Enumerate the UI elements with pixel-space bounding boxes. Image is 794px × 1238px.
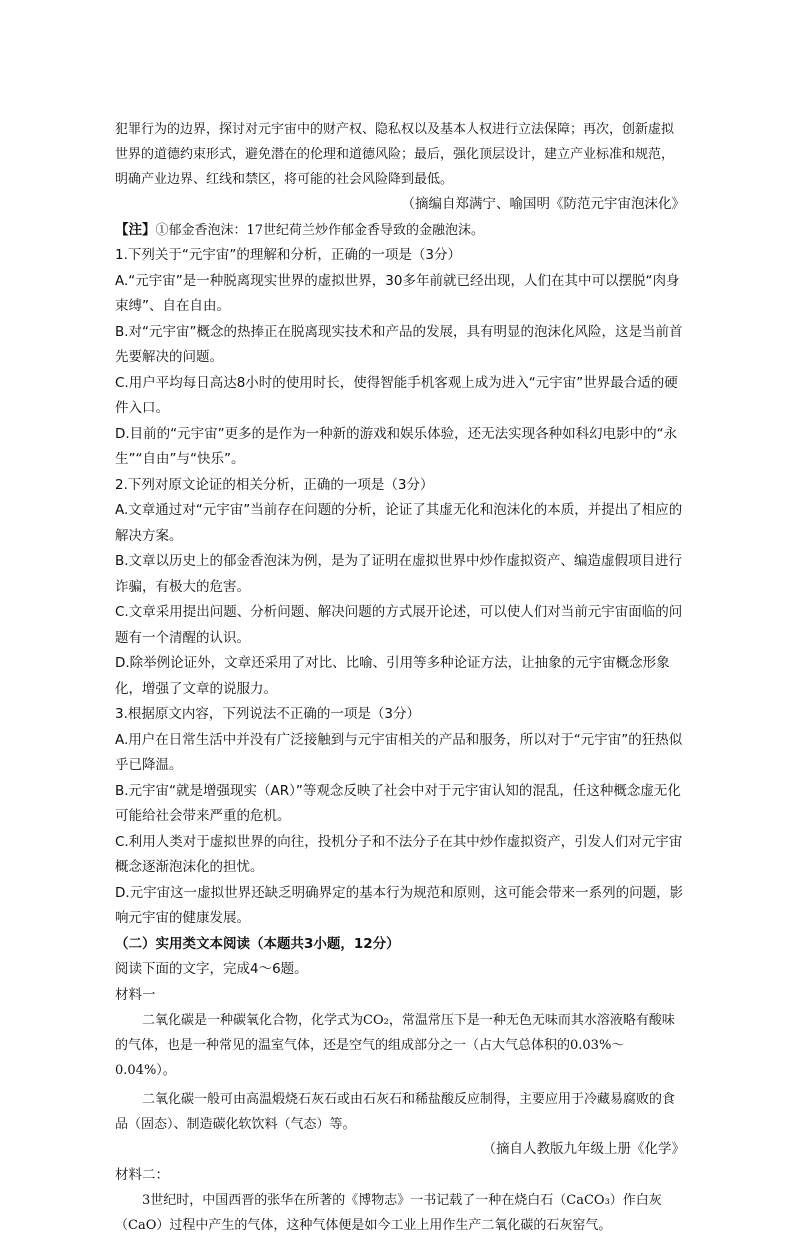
option-b: B.元宇宙“就是增强现实（AR）”等观念反映了社会中对于元宇宙认知的混乱，任这种概念虚无化可能给社会带来严重的危机。 [115, 782, 681, 824]
source-citation-1: （摘编自郑满宁、喻国明《防范元宇宙泡沫化》 [401, 196, 685, 212]
material-2-paragraph-1: 3世纪时，中国西晋的张华在所著的《博物志》一书记载了一种在烧白石（CaCO₃）作白灰（CaO）过程中产生的气体，这种气体便是如今工业上用作生产二氧化碳的石灰窑气。 [115, 1193, 662, 1233]
source-citation-2: （摘自人教版九年级上册《化学》 [482, 1141, 685, 1157]
question-3 [115, 702, 685, 932]
footnote [115, 218, 685, 244]
question-stem: 1.下列关于“元宇宙”的理解和分析，正确的一项是（3分） [115, 247, 461, 263]
option-d: D.目前的“元宇宙”更多的是作为一种新的游戏和娱乐体验，还无法实现各种如科幻电影中的“永生”“自由”与“快乐”。 [115, 425, 678, 467]
material-1-label: 材料一 [115, 986, 156, 1003]
material-2-label: 材料二： [115, 1166, 169, 1183]
material-1-paragraph-1: 二氧化碳是一种碳氧化合物，化学式为CO₂，常温常压下是一种无色无味而其水溶液略有酸味的气体，也是一种常见的温室气体，还是空气的组成部分之一（占大气总体积的0.03%～0.04%）。 [115, 1013, 675, 1078]
page-content [115, 117, 685, 1238]
option-d: D.除举例论证外，文章还采用了对比、比喻、引用等多种论证方法，让抽象的元宇宙概念形象化，增强了文章的说服力。 [115, 655, 670, 697]
question-2 [115, 473, 685, 703]
question-stem: 2.下列对原文论证的相关分析，正确的一项是（3分） [115, 476, 434, 493]
material-1-paragraph-2: 二氧化碳一般可由高温煅烧石灰石或由石灰石和稀盐酸反应制得，主要应用于冷藏易腐败的食品（固态）、制造碳化软饮料（气态）等。 [115, 1092, 676, 1132]
section-instruction: 阅读下面的文字，完成4～6题。 [115, 961, 308, 977]
section-heading: （二）实用类文本阅读（本题共3小题，12分） [115, 935, 400, 952]
intro-paragraph: 犯罪行为的边界，探讨对元宇宙中的财产权、隐私权以及基本人权进行立法保障；再次，创新虚拟世界的道德约束形式，避免潜在的伦理和道德风险；最后，强化顶层设计，建立产业标准和规范，明确产业边界、红线和禁区，将可能的社会风险降到最低。 [115, 122, 675, 187]
footnote-text: ①郁金香泡沫：17世纪荷兰炒作郁金香导致的金融泡沫。 [155, 222, 485, 238]
option-a: A.“元宇宙”是一种脱离现实世界的虚拟世界，30多年前就已经出现，人们在其中可以摆脱“肉身束缚”、自在自由。 [115, 272, 680, 314]
option-c: C.利用人类对于虚拟世界的向往，投机分子和不法分子在其中炒作虚拟资产，引发人们对元宇宙概念逐渐泡沫化的担忧。 [115, 833, 683, 875]
question-stem: 3.根据原文内容，下列说法不正确的一项是（3分） [115, 706, 420, 722]
option-b: B.文章以历史上的郁金香泡沫为例，是为了证明在虚拟世界中炒作虚拟资产、编造虚假项目进行诈骗，有极大的危害。 [115, 553, 683, 595]
question-1 [115, 243, 685, 473]
option-a: A.用户在日常生活中并没有广泛接触到与元宇宙相关的产品和服务，所以对于“元宇宙”的狂热似乎已降温。 [115, 731, 683, 773]
option-b: B.对“元宇宙”概念的热捧正在脱离现实技术和产品的发展，具有明显的泡沫化风险，这是当前首先要解决的问题。 [115, 323, 683, 365]
option-a: A.文章通过对“元宇宙”当前存在问题的分析，论证了其虚无化和泡沫化的本质，并提出了相应的解决方案。 [115, 502, 683, 544]
option-c: C.文章采用提出问题、分析问题、解决问题的方式展开论述，可以使人们对当前元宇宙面临的问题有一个清醒的认识。 [115, 604, 683, 646]
footnote-label: 【注】 [115, 221, 156, 238]
option-d: D.元宇宙这一虚拟世界还缺乏明确界定的基本行为规范和原则，这可能会带来一系列的问题，影响元宇宙的健康发展。 [115, 884, 684, 926]
option-c: C.用户平均每日高达8小时的使用时长，使得智能手机客观上成为进入“元宇宙”世界最合适的硬件入口。 [115, 374, 678, 416]
